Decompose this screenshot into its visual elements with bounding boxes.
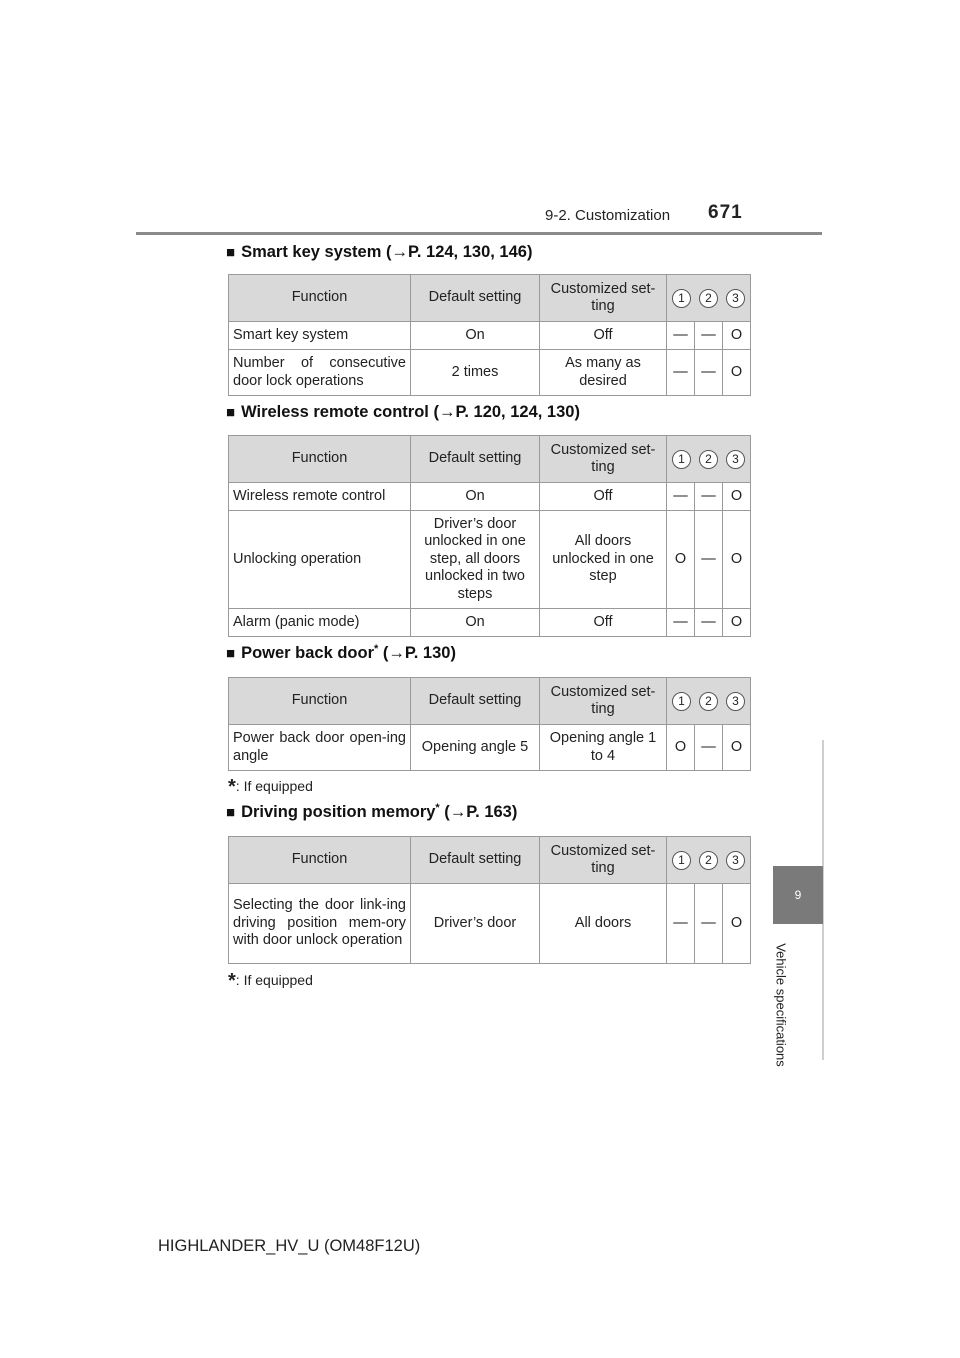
cell-function: Selecting the door link-ing driving position mem-ory with door unlock operation [229,884,411,964]
number-1-icon: 1 [672,692,691,711]
footnote-star: * [228,970,236,992]
section-title-ref: (→P. 130) [378,644,456,662]
footnote-text: : If equipped [235,778,313,794]
col-header-function: Function [229,275,411,322]
cell-c3: O [723,483,751,511]
table-row [229,884,751,964]
footer-model-code: HIGHLANDER_HV_U (OM48F12U) [158,1237,421,1255]
cell-function: Power back door open-ing angle [229,725,411,771]
section-title-text: Driving position memory [241,803,436,821]
table-header-row [229,436,751,483]
section-title-smart-key [226,243,532,262]
table-row [229,483,751,511]
number-2-icon: 2 [699,851,718,870]
section-title-text: Smart key system (→P. 124, 130, 146) [241,243,533,261]
col-header-customized: Customized set-ting [540,837,667,884]
cell-default: On [411,609,540,637]
cell-default: On [411,322,540,350]
cell-default: 2 times [411,350,540,396]
cell-c1: O [667,511,695,609]
table-row [229,511,751,609]
cell-customized: As many as desired [540,350,667,396]
chapter-number: 9 [794,888,802,902]
col-header-numbers [667,837,751,884]
col-header-customized: Customized set-ting [540,678,667,725]
cell-c3: O [723,884,751,964]
cell-c3: O [723,609,751,637]
cell-c2: — [695,511,723,609]
chapter-label: Vehicle specifications [773,943,789,1067]
table-row [229,322,751,350]
footnote [228,970,313,993]
cell-c2: — [695,725,723,771]
cell-c1: O [667,725,695,771]
section-title-wireless-remote [226,403,580,422]
cell-customized: All doors [540,884,667,964]
cell-c1: — [667,483,695,511]
number-2-icon: 2 [699,450,718,469]
cell-function: Alarm (panic mode) [229,609,411,637]
number-2-icon: 2 [699,289,718,308]
number-2-icon: 2 [699,692,718,711]
table-row [229,725,751,771]
col-header-default: Default setting [411,436,540,483]
cell-function: Wireless remote control [229,483,411,511]
cell-customized: Off [540,483,667,511]
col-header-function: Function [229,436,411,483]
table-wireless-remote [228,435,751,637]
table-header-row [229,275,751,322]
cell-c2: — [695,483,723,511]
col-header-customized: Customized set-ting [540,436,667,483]
cell-c2: — [695,322,723,350]
cell-customized: Off [540,322,667,350]
col-header-numbers [667,275,751,322]
col-header-default: Default setting [411,275,540,322]
col-header-numbers [667,436,751,483]
cell-default: On [411,483,540,511]
cell-customized: All doors unlocked in one step [540,511,667,609]
table-power-back-door [228,677,751,771]
footnote-star-marker: * [435,802,440,814]
number-3-icon: 3 [726,450,745,469]
section-title-ref: (→P. 163) [439,803,518,821]
number-1-icon: 1 [672,289,691,308]
number-3-icon: 3 [726,851,745,870]
cell-c3: O [723,350,751,396]
cell-c1: — [667,350,695,396]
footnote [228,776,313,799]
footnote-text: : If equipped [235,972,313,988]
cell-function: Unlocking operation [229,511,411,609]
number-1-icon: 1 [672,450,691,469]
number-1-icon: 1 [672,851,691,870]
table-row [229,350,751,396]
footnote-star: * [228,776,236,798]
cell-c1: — [667,322,695,350]
cell-customized: Off [540,609,667,637]
cell-c1: — [667,609,695,637]
cell-customized: Opening angle 1 to 4 [540,725,667,771]
square-bullet-icon: ■ [226,645,236,662]
col-header-default: Default setting [411,837,540,884]
cell-c2: — [695,350,723,396]
col-header-numbers [667,678,751,725]
header-section-title: 9-2. Customization [545,207,671,224]
number-3-icon: 3 [726,289,745,308]
section-title-power-back-door [226,643,456,663]
cell-c3: O [723,511,751,609]
col-header-function: Function [229,678,411,725]
table-row [229,609,751,637]
cell-c3: O [723,725,751,771]
table-header-row [229,837,751,884]
cell-default: Driver’s door [411,884,540,964]
square-bullet-icon: ■ [226,244,236,261]
page-number: 671 [708,202,743,223]
square-bullet-icon: ■ [226,404,236,421]
col-header-default: Default setting [411,678,540,725]
section-title-text: Power back door [241,644,375,662]
footnote-star-marker: * [374,643,379,655]
table-smart-key [228,274,751,396]
square-bullet-icon: ■ [226,804,236,821]
col-header-customized: Customized set-ting [540,275,667,322]
cell-default: Driver’s door unlocked in one step, all doors unlocked in two steps [411,511,540,609]
table-header-row [229,678,751,725]
chapter-side-label [770,935,792,1075]
cell-function: Smart key system [229,322,411,350]
number-3-icon: 3 [726,692,745,711]
section-title-text: Wireless remote control (→P. 120, 124, 130) [241,403,580,421]
chapter-tab [773,866,823,924]
cell-c2: — [695,609,723,637]
table-driving-position-memory [228,836,751,964]
section-title-driving-position-memory [226,802,517,822]
cell-c1: — [667,884,695,964]
cell-default: Opening angle 5 [411,725,540,771]
cell-c3: O [723,322,751,350]
col-header-function: Function [229,837,411,884]
cell-c2: — [695,884,723,964]
header-divider [136,232,822,235]
cell-function: Number of consecutive door lock operations [229,350,411,396]
